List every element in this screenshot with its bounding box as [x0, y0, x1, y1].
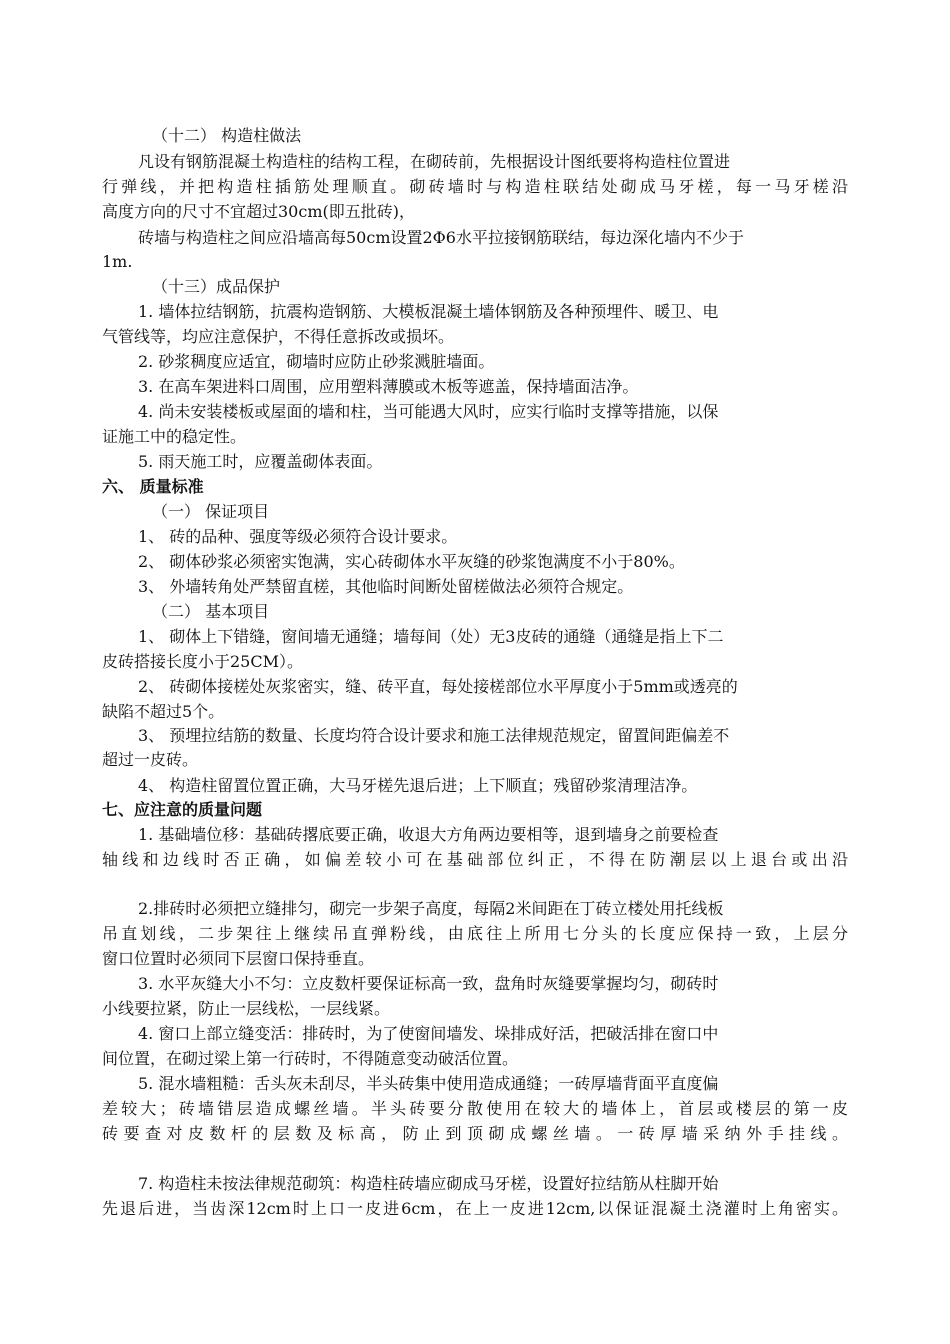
list-item: 7. 构造柱未按法律规范砌筑：构造柱砖墙应砌成马牙槎，设置好拉结筋从柱脚开始	[138, 1174, 719, 1193]
subsection-title: （一） 保证项目	[152, 502, 270, 521]
list-item: 缺陷不超过5个。	[102, 702, 225, 721]
list-item: 5. 雨天施工时，应覆盖砌体表面。	[138, 452, 383, 471]
list-item: 2、 砖砌体接槎处灰浆密实，缝、砖平直，每处接槎部位水平厚度小于5mm或透亮的	[138, 677, 738, 696]
list-item: 气管线等，均应注意保护，不得任意拆改或损坏。	[102, 327, 455, 346]
list-item: 窗口位置时必须同下层窗口保持垂直。	[102, 949, 375, 968]
list-item: 砖要查对皮数杆的层数及标高，防止到顶砌成螺丝墙。一砖厚墙采纳外手挂线。	[102, 1124, 848, 1143]
list-item: 超过一皮砖。	[102, 750, 199, 769]
list-item: 3. 水平灰缝大小不匀：立皮数杆要保证标高一致，盘角时灰缝要掌握均匀，砌砖时	[138, 974, 719, 993]
list-item: 4. 窗口上部立缝变活：排砖时，为了使窗间墙发、垛排成好活，把破活排在窗口中	[138, 1024, 719, 1043]
list-item: 间位置，在砌过梁上第一行砖时，不得随意变动破活位置。	[102, 1049, 519, 1068]
list-item: 1. 基础墙位移：基础砖撂底要正确，收退大方角两边要相等，退到墙身之前要检查	[138, 825, 719, 844]
list-item: 3. 在高车架进料口周围，应用塑料薄膜或木板等遮盖，保持墙面洁净。	[138, 377, 639, 396]
list-item: 吊直划线，二步架往上继续吊直弹粉线，由底往上所用七分头的长度应保持一致，上层分	[102, 924, 848, 943]
paragraph-line: 高度方向的尺寸不宜超过30cm(即五批砖)，	[102, 202, 415, 221]
list-item: 1、 砌体上下错缝，窗间墙无通缝；墙每间（处）无3皮砖的通缝（通缝是指上下二	[138, 627, 724, 646]
paragraph-line: 1m.	[102, 252, 133, 271]
list-item: 2、 砌体砂浆必须密实饱满，实心砖砌体水平灰缝的砂浆饱满度不小于80%。	[138, 552, 685, 571]
list-item: 小线要拉紧，防止一层线松，一层线紧。	[102, 999, 391, 1018]
section-13-title: （十三）成品保护	[152, 277, 281, 296]
section-6-title: 六、 质量标准	[102, 477, 204, 496]
list-item: 5. 混水墙粗糙：舌头灰未刮尽，半头砖集中使用造成通缝；一砖厚墙背面平直度偏	[138, 1074, 719, 1093]
list-item: 4. 尚未安装楼板或屋面的墙和柱，当可能遇大风时，应实行临时支撑等措施，以保	[138, 402, 719, 421]
paragraph-line: 砖墙与构造柱之间应沿墙高每50cm设置2Φ6水平拉接钢筋联结，每边深化墙内不少于	[138, 228, 744, 247]
list-item: 1. 墙体拉结钢筋，抗震构造钢筋、大模板混凝土墙体钢筋及各种预埋件、暖卫、电	[138, 302, 719, 321]
paragraph-line: 行弹线，并把构造柱插筋处理顺直。砌砖墙时与构造柱联结处砌成马牙槎，每一马牙槎沿	[102, 177, 848, 196]
section-7-title: 七、应注意的质量问题	[102, 800, 263, 819]
list-item: 轴线和边线时否正确，如偏差较小可在基础部位纠正，不得在防潮层以上退台或出沿	[102, 850, 848, 869]
list-item: 差较大；砖墙错层造成螺丝墙。半头砖要分散使用在较大的墙体上，首层或楼层的第一皮	[102, 1099, 848, 1118]
list-item: 先退后进，当齿深12cm时上口一皮进6cm，在上一皮进12cm,以保证混凝土浇灌时上角密实。	[102, 1199, 848, 1218]
list-item: 3、 预埋拉结筋的数量、长度均符合设计要求和施工法律规范规定，留置间距偏差不	[138, 726, 730, 745]
list-item: 2.排砖时必须把立缝排匀，砌完一步架子高度，每隔2米间距在丁砖立楼处用托线板	[138, 899, 724, 918]
list-item: 1、 砖的品种、强度等级必须符合设计要求。	[138, 527, 458, 546]
paragraph-line: 凡设有钢筋混凝土构造柱的结构工程，在砌砖前，先根据设计图纸要将构造柱位置进	[138, 152, 731, 171]
list-item: 2. 砂浆稠度应适宜，砌墙时应防止砂浆溅脏墙面。	[138, 352, 495, 371]
section-12-title: （十二） 构造柱做法	[152, 126, 302, 145]
list-item: 4、 构造柱留置位置正确，大马牙槎先退后进；上下顺直；残留砂浆清理洁净。	[138, 776, 698, 795]
list-item: 皮砖搭接长度小于25CM）。	[102, 652, 303, 671]
subsection-title: （二） 基本项目	[152, 602, 270, 621]
list-item: 3、 外墙转角处严禁留直槎，其他临时间断处留槎做法必须符合规定。	[138, 577, 634, 596]
list-item: 证施工中的稳定性。	[102, 427, 247, 446]
